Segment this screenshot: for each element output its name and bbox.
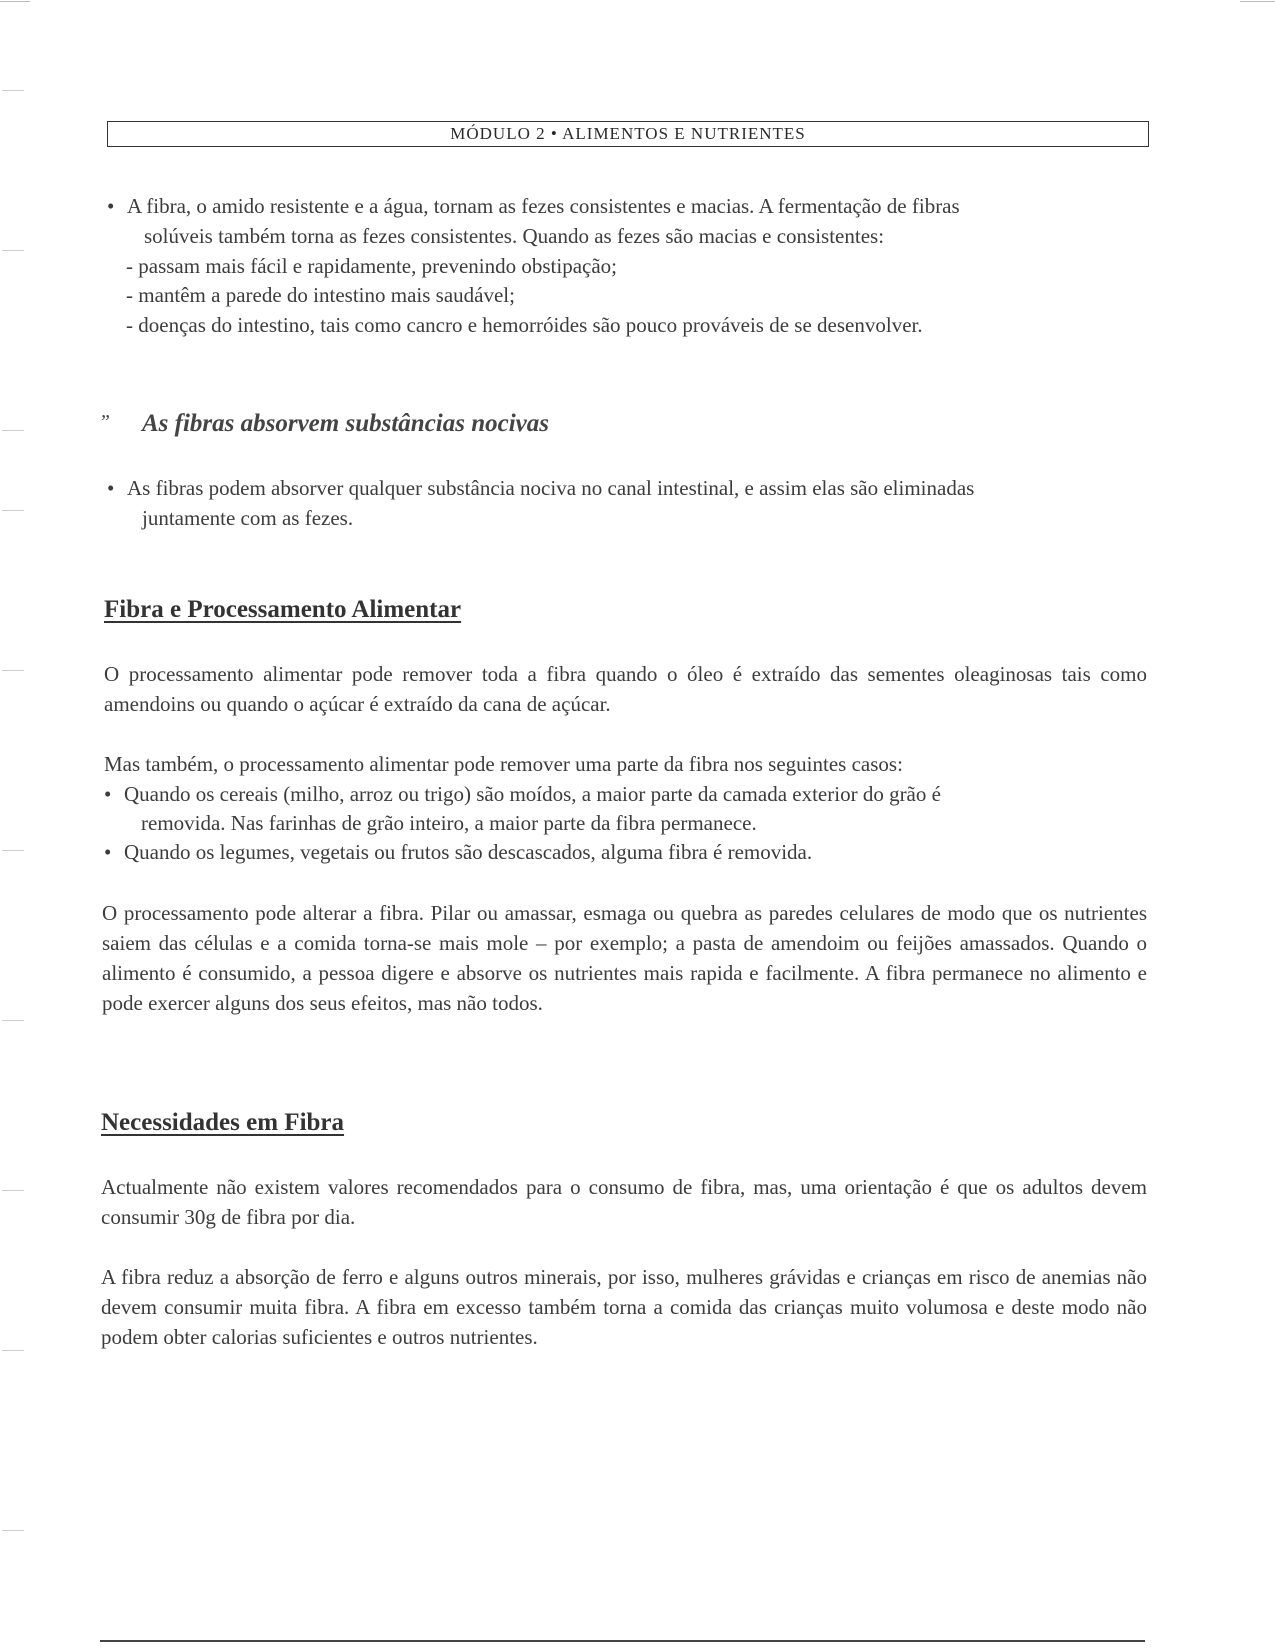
processing-paragraph-1: O processamento alimentar pode remover toda a fibra quando o óleo é extraído das sementes oleaginosas tais como amendoins ou quando o açúcar é extraído da cana de açúcar. — [104, 662, 1147, 716]
scan-margin-mark — [2, 430, 24, 431]
needs-paragraph-2: A fibra reduz a absorção de ferro e alguns outros minerais, por isso, mulheres grávidas e crianças em risco de anemias não devem consumir muita fibra. A fibra em excesso também torna a comida das crianças muito volumosa e deste modo não podem obter calorias suficientes e outros nutrientes. — [101, 1265, 1147, 1349]
scan-margin-mark — [2, 90, 24, 91]
scan-margin-mark — [2, 1530, 24, 1531]
intro-dash-2: - mantêm a parede do intestino mais saudável; — [126, 283, 515, 307]
processing-intro: Mas também, o processamento alimentar pode remover uma parte da fibra nos seguintes casos: — [104, 752, 903, 776]
scan-margin-mark — [2, 1020, 24, 1021]
scan-margin-mark — [2, 510, 24, 511]
processing-bullet-1-line-2: removida. Nas farinhas de grão inteiro, a maior parte da fibra permanece. — [141, 811, 757, 835]
section-mark: „ — [101, 400, 113, 422]
module-header — [107, 121, 1149, 147]
intro-dash-1: - passam mais fácil e rapidamente, prevenindo obstipação; — [126, 254, 617, 278]
processing-paragraph-3: O processamento pode alterar a fibra. Pilar ou amassar, esmaga ou quebra as paredes celulares de modo que os nutrientes saiem das células e a comida torna-se mais mole – por exemplo; a pasta de amendoim ou feijões amassados. Quando o alimento é consumido, a pessoa digere e absorve os nutrientes mais rapida e facilmente. A fibra permanece no alimento e pode exercer alguns dos seus efeitos, mas não todos. — [102, 901, 1147, 1015]
scan-edge-mark-right — [1240, 1, 1275, 2]
scan-margin-mark — [2, 250, 24, 251]
processing-heading: Fibra e Processamento Alimentar — [104, 596, 462, 623]
processing-bullet-2: • Quando os legumes, vegetais ou frutos são descascados, alguma fibra é removida. — [104, 837, 812, 867]
bullet-icon: • — [107, 476, 115, 500]
scan-margin-mark — [2, 670, 24, 671]
bullet-icon: • — [107, 194, 115, 218]
processing-bullet-1-line-1: • Quando os cereais (milho, arroz ou trigo) são moídos, a maior parte da camada exterior do grão é — [104, 779, 941, 809]
bullet-icon: • — [104, 840, 112, 864]
intro-dash-3: - doenças do intestino, tais como cancro e hemorróides são pouco prováveis de se desenvolver. — [126, 313, 923, 337]
needs-heading: Necessidades em Fibra — [101, 1109, 345, 1136]
intro-bullet-line-2: solúveis também torna as fezes consistentes. Quando as fezes são macias e consistentes: — [144, 224, 885, 248]
absorb-heading: As fibras absorvem substâncias nocivas — [142, 410, 549, 437]
absorb-bullet-line-1: • As fibras podem absorver qualquer substância nociva no canal intestinal, e assim elas são eliminadas — [107, 473, 974, 503]
scan-margin-mark — [2, 1190, 24, 1191]
bullet-icon: • — [104, 782, 112, 806]
footer-rule — [100, 1640, 1145, 1642]
scan-margin-mark — [2, 1350, 24, 1351]
intro-bullet-line-1: • A fibra, o amido resistente e a água, tornam as fezes consistentes e macias. A fermentação de fibras — [107, 191, 960, 221]
module-header-title: MÓDULO 2 • ALIMENTOS E NUTRIENTES — [450, 124, 806, 143]
needs-paragraph-1: Actualmente não existem valores recomendados para o consumo de fibra, mas, uma orientação é que os adultos devem consumir 30g de fibra por dia. — [101, 1175, 1147, 1229]
scan-edge-mark-left — [0, 1, 30, 2]
scan-margin-mark — [2, 850, 24, 851]
absorb-bullet-line-2: juntamente com as fezes. — [142, 506, 354, 530]
